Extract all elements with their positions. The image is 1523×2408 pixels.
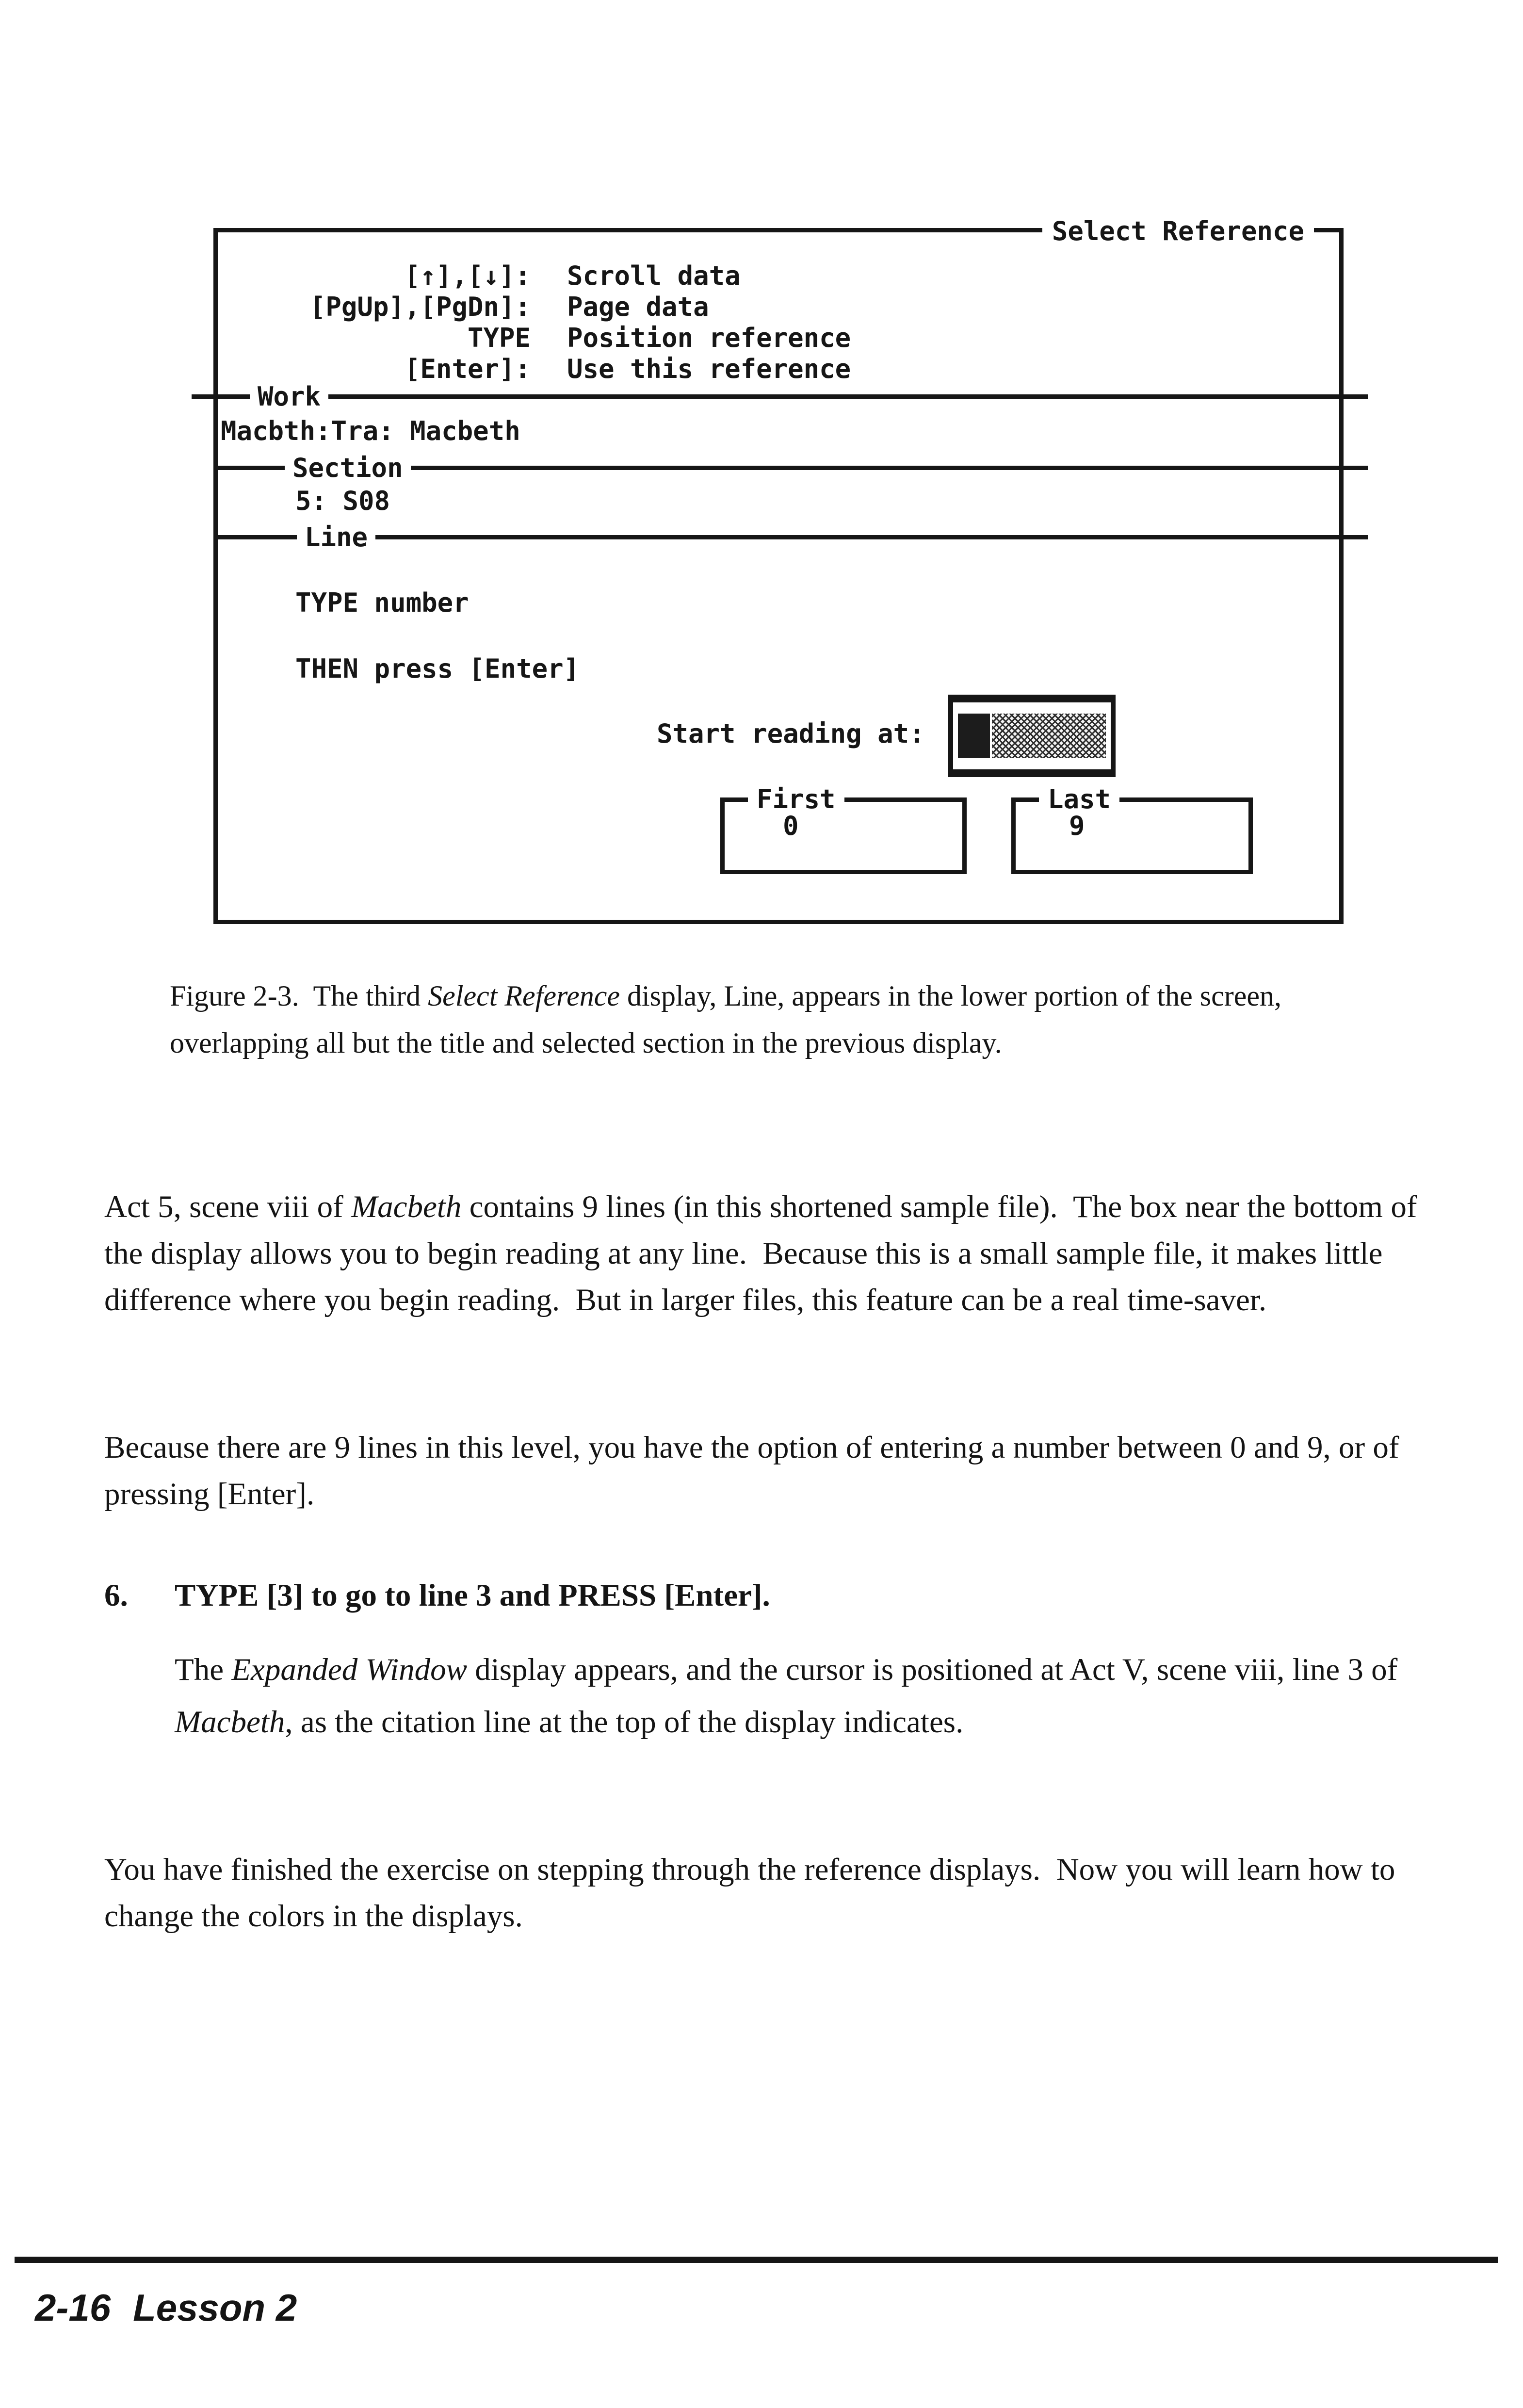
body-paragraph-3: You have finished the exercise on stepping through the reference displays. Now you will learn how to change the colors in the displays. — [104, 1852, 1403, 1934]
body-paragraph-2: Because there are 9 lines in this level, you have the option of entering a number between 0 and 9, or of pressing [Enter]. — [104, 1430, 1407, 1512]
section-divider-label: Section — [292, 452, 403, 483]
section-divider — [217, 453, 1368, 482]
divider-line — [328, 394, 1368, 399]
work-divider — [192, 382, 1368, 411]
first-line-box — [720, 784, 967, 874]
figure-caption: Figure 2-3. The third Select Reference display, Line, appears in the lower portion of the screen, overlapping all but the title and selected section in the previous display. — [170, 980, 1289, 1059]
key-hint-action: Position reference — [567, 323, 851, 353]
page-footer — [35, 2286, 297, 2330]
divider-line — [411, 466, 1368, 470]
start-reading-label: Start reading at: — [657, 718, 925, 749]
input-dither-field — [992, 714, 1106, 758]
section-value: 5: S08 — [295, 486, 390, 516]
work-value: Macbth:Tra: Macbeth — [221, 416, 520, 446]
step-body: The Expanded Window display appears, and the cursor is positioned at Act V, scene viii, line 3 of Macbeth, as the citation line at the top of the display indicates. — [175, 1652, 1406, 1740]
first-box-label: First — [748, 784, 844, 814]
key-hint-keys: [PgUp],[PgDn]: — [309, 292, 531, 322]
key-hint-keys: TYPE — [467, 323, 531, 353]
step-number: 6. — [104, 1578, 128, 1613]
key-hint-row — [222, 260, 741, 291]
line-divider-label: Line — [305, 521, 368, 553]
last-line-box — [1011, 784, 1253, 874]
key-hint-action: Page data — [567, 292, 709, 322]
lesson-label: Lesson 2 — [133, 2286, 297, 2329]
type-number-prompt: TYPE number — [295, 587, 469, 618]
last-box-label: Last — [1039, 784, 1119, 814]
step-title: TYPE [3] to go to line 3 and PRESS [Enter]. — [175, 1578, 770, 1613]
divider-dash — [192, 394, 250, 399]
last-box-value: 9 — [1069, 811, 1085, 841]
then-press-enter-prompt: THEN press [Enter] — [295, 653, 580, 684]
key-hint-row — [222, 354, 851, 384]
work-divider-label: Work — [258, 381, 321, 412]
footer-rule — [15, 2257, 1498, 2263]
key-hint-action: Use this reference — [567, 354, 851, 384]
divider-dash — [217, 535, 297, 539]
key-hint-keys: [Enter]: — [404, 354, 531, 384]
text-cursor — [958, 714, 990, 758]
key-hint-row — [222, 323, 851, 353]
divider-dash — [217, 466, 285, 470]
dialog-title: Select Reference — [1042, 214, 1314, 249]
divider-line — [375, 535, 1368, 539]
first-box-value: 0 — [783, 811, 799, 841]
line-number-input[interactable] — [948, 695, 1116, 777]
body-paragraph-1: Act 5, scene viii of Macbeth contains 9 lines (in this shortened sample file). The box near the bottom of the display allows you to begin reading at any line. Because this is a small sample file, it makes little difference where you begin reading. But in larger files, this feature can be a real time-saver. — [104, 1189, 1425, 1318]
key-hint-keys: [↑],[↓]: — [404, 260, 531, 291]
line-divider — [217, 522, 1368, 552]
page-number: 2-16 — [35, 2286, 111, 2329]
key-hint-row — [222, 292, 709, 322]
key-hint-action: Scroll data — [567, 260, 741, 291]
